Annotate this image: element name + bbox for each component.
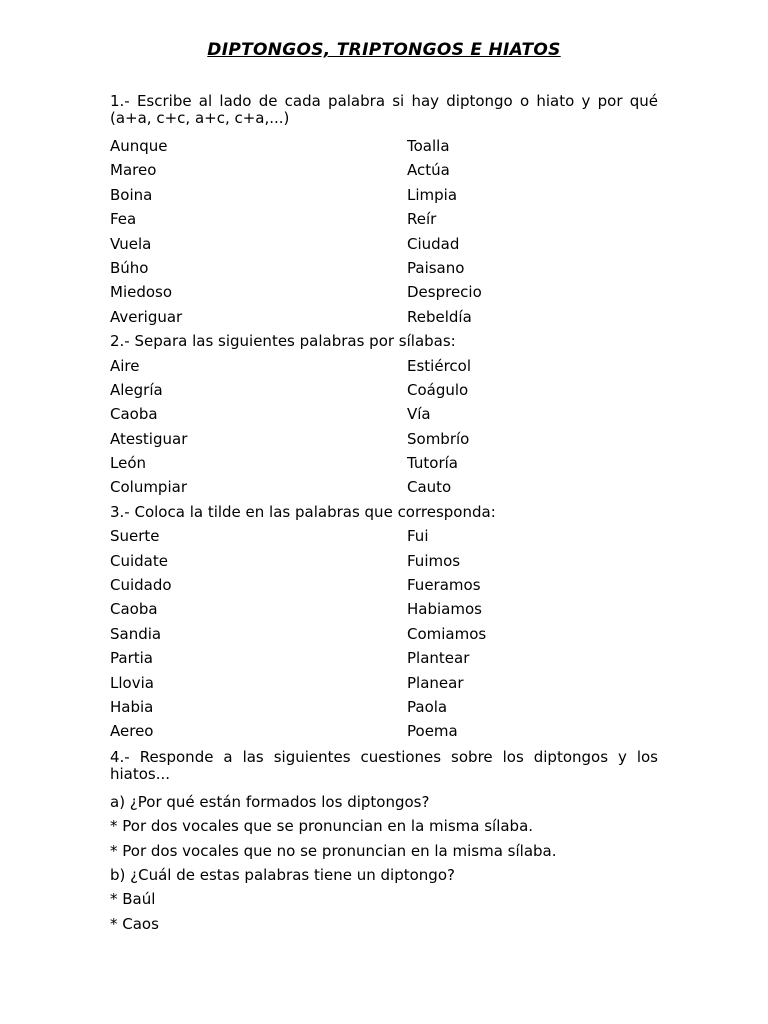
word-row xyxy=(110,475,658,499)
word-row xyxy=(110,354,658,378)
word-left: Columpiar xyxy=(110,478,187,497)
answer-option: * Por dos vocales que se pronuncian en la misma sílaba. xyxy=(110,817,534,836)
word-left: Aereo xyxy=(110,722,154,741)
word-row xyxy=(110,451,658,475)
word-left: Mareo xyxy=(110,161,157,180)
word-right: Fui xyxy=(407,527,429,546)
word-row xyxy=(110,622,658,646)
word-row xyxy=(110,597,658,621)
word-left: Aunque xyxy=(110,137,168,155)
word-left: Llovia xyxy=(110,673,154,692)
word-right: Paisano xyxy=(407,258,465,277)
word-row xyxy=(110,280,658,304)
word-right: Actúa xyxy=(407,161,450,180)
section1-heading: 1.- Escribe al lado de cada palabra si hay diptongo o hiato y por qué (a+a, c+c, a+c, c+a,...) xyxy=(110,92,658,127)
word-right: Comiamos xyxy=(407,624,487,643)
word-right: Fueramos xyxy=(407,576,481,595)
answer-option: * Por dos vocales que no se pronuncian en la misma sílaba. xyxy=(110,841,557,860)
word-left: Alegría xyxy=(110,380,163,399)
document-title: DIPTONGOS, TRIPTONGOS E HIATOS xyxy=(207,40,561,60)
word-right: Desprecio xyxy=(407,283,482,302)
section4-questions xyxy=(110,790,658,936)
section2-heading: 2.- Separa las siguientes palabras por sílabas: xyxy=(110,332,456,351)
document-body xyxy=(110,93,658,936)
word-row xyxy=(110,549,658,573)
word-row xyxy=(110,695,658,719)
word-row xyxy=(110,207,658,231)
word-left: Fea xyxy=(110,210,137,229)
word-row xyxy=(110,378,658,402)
word-left: Averiguar xyxy=(110,307,183,326)
word-row xyxy=(110,573,658,597)
word-right: Coágulo xyxy=(407,380,469,399)
word-right: Paola xyxy=(407,697,448,716)
word-right: Limpia xyxy=(407,185,458,204)
word-right: Rebeldía xyxy=(407,307,472,326)
word-row xyxy=(110,134,658,158)
word-right: Reír xyxy=(407,210,437,229)
word-right: Tutoría xyxy=(407,454,458,473)
section1-word-list xyxy=(110,134,658,329)
word-row xyxy=(110,402,658,426)
word-right: Cauto xyxy=(407,478,452,497)
word-left: Cuidado xyxy=(110,576,172,595)
word-left: Miedoso xyxy=(110,283,173,302)
question-line: a) ¿Por qué están formados los diptongos? xyxy=(110,792,430,811)
word-right: Fuimos xyxy=(407,551,461,570)
answer-option: * Caos xyxy=(110,914,159,933)
word-row xyxy=(110,427,658,451)
word-right: Plantear xyxy=(407,649,470,668)
word-left: León xyxy=(110,454,147,473)
word-row xyxy=(110,183,658,207)
answer-option: * Baúl xyxy=(110,890,156,909)
word-right: Estiércol xyxy=(407,356,471,375)
word-left: Atestiguar xyxy=(110,429,188,448)
section2-word-list xyxy=(110,354,658,500)
word-row xyxy=(110,232,658,256)
word-left: Caoba xyxy=(110,600,158,619)
word-left: Suerte xyxy=(110,527,160,546)
word-right: Ciudad xyxy=(407,234,460,253)
word-row xyxy=(110,256,658,280)
word-right: Sombrío xyxy=(407,429,470,448)
word-row xyxy=(110,305,658,329)
word-left: Vuela xyxy=(110,234,152,253)
word-row xyxy=(110,671,658,695)
word-left: Partia xyxy=(110,649,153,668)
word-row xyxy=(110,719,658,743)
word-right: Poema xyxy=(407,722,458,741)
word-row xyxy=(110,646,658,670)
question-line: b) ¿Cuál de estas palabras tiene un diptongo? xyxy=(110,865,455,884)
word-left: Boina xyxy=(110,185,153,204)
word-left: Habia xyxy=(110,697,154,716)
word-right: Planear xyxy=(407,673,464,692)
section4-heading: 4.- Responde a las siguientes cuestiones sobre los diptongos y los hiatos... xyxy=(110,747,658,783)
word-left: Cuidate xyxy=(110,551,168,570)
section3-heading: 3.- Coloca la tilde en las palabras que corresponda: xyxy=(110,502,496,521)
word-right: Vía xyxy=(407,405,431,424)
word-row xyxy=(110,524,658,548)
word-row xyxy=(110,158,658,182)
word-left: Sandia xyxy=(110,624,162,643)
word-left: Búho xyxy=(110,258,149,277)
word-left: Aire xyxy=(110,356,140,375)
word-left: Caoba xyxy=(110,405,158,424)
word-right: Toalla xyxy=(407,137,450,155)
section3-word-list xyxy=(110,524,658,744)
word-right: Habiamos xyxy=(407,600,482,619)
